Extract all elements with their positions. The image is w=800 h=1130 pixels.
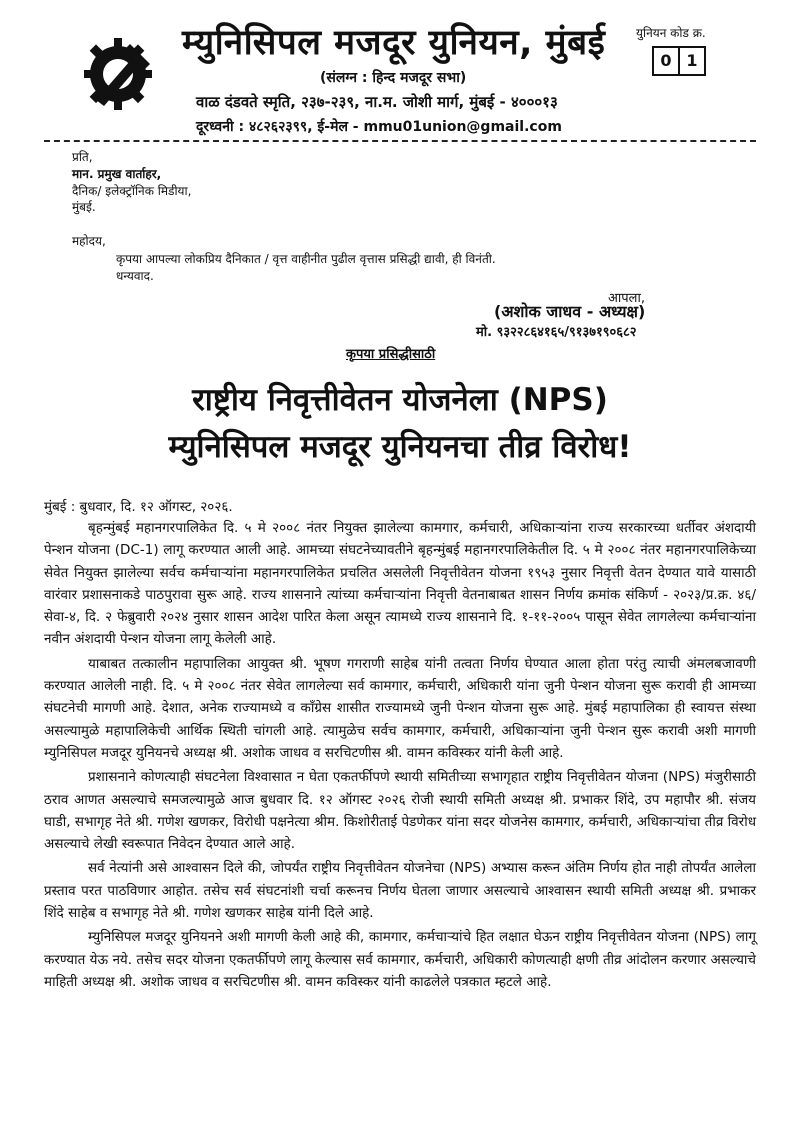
letterhead-divider bbox=[44, 140, 756, 142]
recipient-org: दैनिक/ इलेक्ट्रॉनिक मिडीया, bbox=[72, 184, 192, 198]
publication-request: कृपया आपल्या लोकप्रिय दैनिकात / वृत्त वाहीनीत पुढील वृत्तास प्रसिद्धी द्यावी, ही विनंती. bbox=[116, 252, 496, 266]
article-paragraph: प्रशासनाने कोणत्याही संघटनेला विश्वासात न घेता एकतर्फीपणे स्थायी समितीच्या सभागृहात राष्ट्रीय निवृत्तीवेतन योजना (NPS) मंजुरीसाठी ठराव आणत असल्याचे समजल्यामुळे आज बुधवार दि. १२ ऑगस्ट २०२६ रोजी स्थायी समिती अध्यक्ष श्री. प्रभाकर शिंदे, उप महापौर श्री. संजय घाडी, सभागृह नेते श्री. गणेश खणकर, विरोधी पक्षनेत्या श्रीम. किशोरीताई पेडणेकर यांना सदर योजनेस कामगार, कर्मचारी, अधिकाऱ्यांचा तीव्र विरोध असल्याचे लेखी स्वरूपात निवेदन देण्यात आले आहे. bbox=[44, 769, 756, 853]
mobile-number: मो. ९३२२८६४१६५/९१३७१९०६८२ bbox=[476, 325, 637, 340]
union-code-digit: 0 bbox=[652, 46, 680, 76]
signatory: (अशोक जाधव - अध्यक्ष) bbox=[494, 302, 646, 321]
affiliation: (संलग्न : हिन्द मजदूर सभा) bbox=[320, 70, 467, 86]
thanks: धन्यवाद. bbox=[116, 269, 154, 283]
article-paragraph: म्युनिसिपल मजदूर युनियनने अशी मागणी केली आहे की, कामगार, कर्मचाऱ्यांचे हित लक्षात घेऊन राष्ट्रीय निवृत्तीवेतन योजना (NPS) लागू करण्यात येऊ नये. तसेच सदर योजना एकतर्फीपणे लागू केल्यास सर्व कामगार, कर्मचारी, अधिकारी कोणत्याही क्षणी तीव्र आंदोलन करणार असल्याचे माहिती अध्यक्ष श्री. अशोक जाधव व सरचिटणीस श्री. वामन कविस्कर यांनी काढलेले पत्रकात म्हटले आहे. bbox=[44, 929, 756, 990]
gear-and-hammer-logo bbox=[84, 34, 158, 114]
article-body bbox=[44, 517, 756, 995]
press-note: कृपया प्रसिद्धीसाठी bbox=[346, 347, 436, 362]
union-code-label: युनियन कोड क्र. bbox=[636, 26, 706, 40]
headline-line-2: म्युनिसिपल मजदूर युनियनचा तीव्र विरोध! bbox=[168, 429, 632, 465]
dateline: मुंबई : बुधवार, दि. १२ ऑगस्ट, २०२६. bbox=[44, 499, 233, 515]
salutation: महोदय, bbox=[72, 234, 106, 248]
recipient-name: मान. प्रमुख वार्ताहर, bbox=[72, 167, 162, 181]
article-paragraph: बृहन्मुंबई महानगरपालिकेत दि. ५ मे २००८ नंतर नियुक्त झालेल्या कामगार, कर्मचारी, अधिकाऱ्यांना राज्य सरकारच्या धर्तीवर अंशदायी पेन्शन योजना (DC-1) लागू करण्यात आली आहे. आमच्या संघटनेच्यावतीने बृहन्मुंबई महानगरपालिकेतील दि. ५ मे २००८ नंतर महानगरपालिकेच्या सेवेत नियुक्त झालेल्या सर्वच कर्मचाऱ्यांना महानगरपालिकेत प्रचलित असलेली निवृत्तीवेतन योजना १९५३ नुसार निवृत्ती वेतन देण्यात यावे यासाठी वारंवार प्रशासनाकडे पाठपुरावा सुरू आहे. राज्य शासनाने त्यांच्या कर्मचाऱ्यांना निवृत्ती वेतनाबाबत शासन निर्णय क्रमांक संकिर्ण - २०२३/प्र.क्र. ४६/सेवा-४, दि. २ फेब्रुवारी २०२४ नुसार शासन आदेश पारित केला असून त्यामध्ये राज्य शासनाने दि. १-११-२००५ पासून सेवेत लागलेल्या कर्मचाऱ्यांना नवीन अंशदायी पेन्शन योजना लागू केलेली आहे. bbox=[44, 520, 756, 648]
union-code-box bbox=[652, 46, 704, 76]
recipient-to-label: प्रति, bbox=[72, 150, 93, 164]
union-name: म्युनिसिपल मजदूर युनियन, मुंबई bbox=[182, 23, 606, 63]
contact-info: दूरध्वनी : ४८२६२३९९, ई-मेल - mmu01union@gmail.com bbox=[196, 119, 562, 135]
address: वाळ दंडवते स्मृति, २३७-२३९, ना.म. जोशी मार्ग, मुंबई - ४०००१३ bbox=[196, 93, 558, 111]
recipient-city: मुंबई. bbox=[72, 200, 96, 214]
article-paragraph: याबाबत तत्कालीन महापालिका आयुक्त श्री. भूषण गगराणी साहेब यांनी तत्वता निर्णय घेण्यात आला होता परंतु त्याची अंमलबजावणी करण्यात आलेली नाही. दि. ५ मे २००८ नंतर सेवेत लागलेल्या सर्व कामगार, कर्मचारी, अधिकारी यांना जुनी पेन्शन योजना सुरू करावी ही आमच्या संघटनेची मागणी आहे. देशात, अनेक राज्यामध्ये व कॉंग्रेस शासीत राज्यामध्ये जुनी पेन्शन योजना सुरू आहे. मुंबई महापालिका ही स्वायत्त संस्था असल्यामुळे महापालिकेची आर्थिक स्थिती चांगली आहे. त्यामुळेच सर्वच कामगार, कर्मचारी, अधिकाऱ्यांना जुनी पेन्शन सुरू करावी अशी मागणी म्युनिसिपल मजदूर युनियनचे अध्यक्ष श्री. अशोक जाधव व सरचिटणीस श्री. वामन कविस्कर यांनी केली आहे. bbox=[44, 655, 756, 761]
union-code-digit: 1 bbox=[678, 46, 706, 76]
headline-line-1: राष्ट्रीय निवृत्तीवेतन योजनेला (NPS) bbox=[192, 382, 608, 418]
closing: आपला, bbox=[608, 291, 645, 306]
article-paragraph: सर्व नेत्यांनी असे आश्वासन दिले की, जोपर्यंत राष्ट्रीय निवृत्तीवेतन योजनेचा (NPS) अभ्यास करून अंतिम निर्णय होत नाही तोपर्यंत आलेला प्रस्ताव परत पाठविणार आहोत. तसेच सर्व संघटनांशी चर्चा करूनच निर्णय घेतला जाणार असल्याचे आश्वासन स्थायी समिती अध्यक्ष श्री. प्रभाकर शिंदे साहेब व सभागृह नेते श्री. गणेश खणकर साहेब यांनी दिले आहे. bbox=[44, 860, 756, 922]
